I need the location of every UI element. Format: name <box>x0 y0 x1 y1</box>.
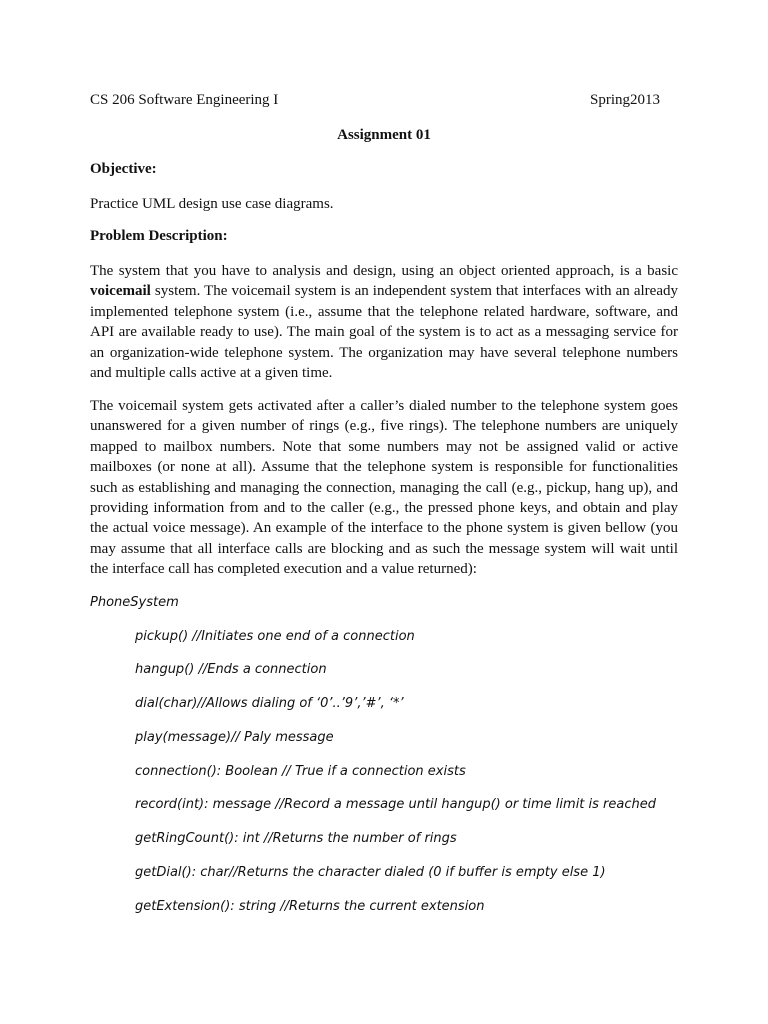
term-label: Spring2013 <box>589 92 660 108</box>
paragraph-line: The system that you have to analysis and design, using an object oriented approach, is a basic <box>90 263 678 279</box>
paragraph-line-rest: system. The voicemail system is an independent system that interfaces with an already <box>150 283 678 300</box>
paragraph-line: may assume that all interface calls are blocking and as such the message system will wait until <box>90 540 678 557</box>
paragraph-line: mailboxes (or none at all). Assume that the telephone system is responsible for functionalities <box>90 459 678 476</box>
paragraph-line: the interface call has completed execution and a value returned): <box>90 561 477 578</box>
paragraph-line: the actual voice message). An example of the interface to the phone system is given bellow (you <box>90 520 678 537</box>
objective-text <box>90 194 678 214</box>
interface-method: connection(): Boolean // True if a connection exists <box>135 764 466 779</box>
paragraph-line: such as establishing and managing the connection, managing the call (e.g., pickup, hang up), and <box>90 479 678 496</box>
paragraph-line: implemented telephone system (i.e., assume that the telephone related hardware, software, and <box>90 303 678 320</box>
paragraph-line: providing information from and to the caller (e.g., the pressed phone keys, and obtain and play <box>90 500 678 517</box>
objective-text-content: Practice UML design use case diagrams. <box>90 196 334 212</box>
problem-heading: Problem Description: <box>90 228 228 244</box>
paragraph-line: The voicemail system gets activated after a caller’s dialed number to the telephone system goes <box>90 398 678 414</box>
assignment-title: Assignment 01 <box>337 127 431 143</box>
interface-method: play(message)// Paly message <box>135 730 334 745</box>
objective-heading: Objective: <box>90 161 157 177</box>
paragraph-line: an organization-wide telephone system. The organization may have several telephone numbers <box>90 344 678 361</box>
interface-name: PhoneSystem <box>90 595 179 610</box>
bold-term: voicemail <box>90 283 151 300</box>
interface-method: getExtension(): string //Returns the current extension <box>135 899 485 914</box>
paragraph-line <box>90 281 678 301</box>
interface-method: getDial(): char//Returns the character dialed (0 if buffer is empty else 1) <box>135 865 606 880</box>
paragraph-line: mapped to mailbox numbers. Note that some numbers may not be assigned valid or active <box>90 438 678 455</box>
document-header <box>90 92 660 112</box>
problem-paragraph-2 <box>90 396 678 580</box>
paragraph-line: API are available ready to use). The main goal of the system is to act as a messaging service for <box>90 324 678 341</box>
interface-method: dial(char)//Allows dialing of ‘0’..’9’,’#’, ‘*’ <box>135 696 404 711</box>
paragraph-line: unanswered for a given number of rings (e.g., five rings). The telephone numbers are uniquely <box>90 418 678 435</box>
problem-paragraph-1 <box>90 261 678 383</box>
course-name: CS 206 Software Engineering I <box>90 92 279 108</box>
interface-method: pickup() //Initiates one end of a connection <box>135 629 415 644</box>
interface-method: getRingCount(): int //Returns the number of rings <box>135 831 457 846</box>
interface-method: record(int): message //Record a message until hangup() or time limit is reached <box>135 797 656 812</box>
interface-method: hangup() //Ends a connection <box>135 662 327 677</box>
paragraph-line: and multiple calls active at a given time. <box>90 365 333 382</box>
